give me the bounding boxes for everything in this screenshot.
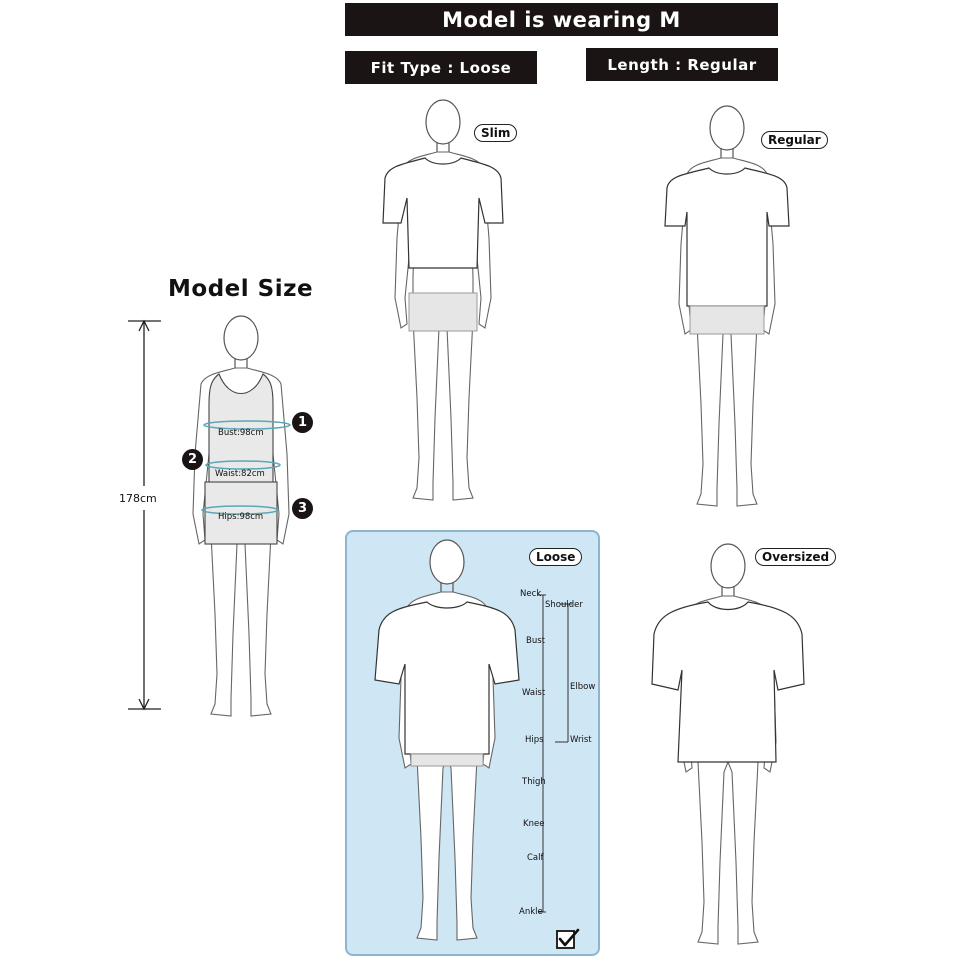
knee-label: Knee [523,819,545,829]
hips-measurement: Hips:98cm [218,512,264,522]
bust-measurement: Bust:98cm [218,428,264,438]
regular-fit-label: Regular [761,131,828,149]
wrist-label: Wrist [570,735,592,745]
height-ruler [128,321,161,709]
thigh-label: Thigh [522,777,546,787]
elbow-label: Elbow [570,682,596,692]
calf-label: Calf [527,853,544,863]
regular-figure [665,106,789,506]
hips-number-badge: 3 [292,498,313,519]
shoulder-label: Shoulder [545,600,583,610]
hips-label: Hips [525,735,544,745]
oversized-fit-label: Oversized [755,548,836,566]
wearing-size-banner: Model is wearing M [345,3,778,36]
model-size-title: Model Size [168,276,314,302]
loose-fit-label: Loose [529,548,582,566]
loose-figure [375,540,519,940]
slim-figure [383,100,503,500]
ankle-label: Ankle [519,907,543,917]
waist-measurement: Waist:82cm [215,469,265,479]
height-label: 178cm [119,492,157,505]
waist-number-badge: 2 [182,449,203,470]
bust-number-badge: 1 [292,412,313,433]
bust-label: Bust [526,636,545,646]
slim-fit-label: Slim [474,124,517,142]
checkbox-checked-icon [556,928,580,950]
waist-label: Waist [522,688,546,698]
fit-type-banner: Fit Type : Loose [345,51,537,84]
length-banner: Length : Regular [586,48,778,81]
neck-label: Neck [520,589,542,599]
oversized-figure [652,544,804,944]
